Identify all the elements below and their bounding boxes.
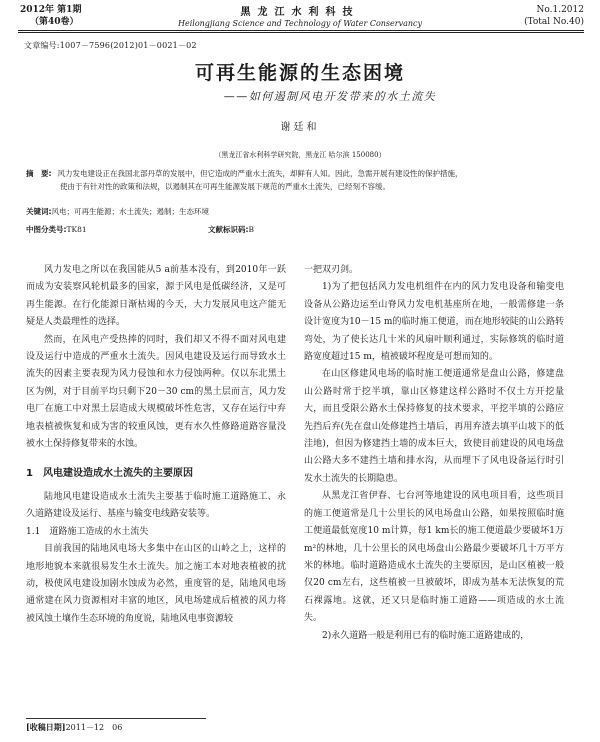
keywords bbox=[26, 206, 209, 217]
journal-name-en: Heilongjiang Science and Technology of Water Conservancy bbox=[177, 19, 423, 28]
header-issue bbox=[20, 4, 92, 28]
paragraph: 2)永久道路一般是利用已有的临时施工道路建成的， bbox=[322, 630, 530, 641]
section-heading: 1 风电建设造成水土流失的主要原因 bbox=[26, 468, 193, 480]
classification-text: TK81 bbox=[66, 225, 87, 234]
document-code bbox=[208, 224, 254, 235]
keywords-text: 风电；可再生能源；水土流失；遏制；生态环境 bbox=[51, 207, 209, 216]
received-date-label: [收稿日期] bbox=[26, 722, 66, 732]
doc-code-label: 文献标识码: bbox=[208, 225, 249, 234]
header-total-issue: （第40卷） bbox=[30, 17, 79, 27]
header-rule bbox=[18, 30, 584, 31]
keywords-label: 关键词: bbox=[26, 207, 52, 216]
paragraph: 目前我国的陆地风电场大多集中在山区的山岭之上，这样的地形地貌本来就很易发生水土流失。加之施工本对地表植被的扰动，极使风电建设加剧水蚀成为必然，重度管的是，陆地风电场通常建在风力资源相对丰富的地区，风电场建成后植被的风力将被风蚀土壤作生态环境的角度说，陆地风电事资源较 bbox=[26, 544, 286, 624]
paragraph: 一把双刃剑。 bbox=[304, 265, 359, 275]
header-no: No.1.2012 bbox=[536, 5, 584, 15]
author: 谢廷和 bbox=[280, 122, 320, 133]
footnote-rule bbox=[26, 718, 206, 719]
article-title: 可再生能源的生态困境 bbox=[194, 62, 405, 84]
journal-name-cn: 黑龙江水利科技 bbox=[240, 7, 360, 18]
article-number: 文章编号:1007－7596(2012)01－0021－02 bbox=[24, 41, 197, 50]
paragraph: 陆地风电建设造成水土流失主要基于临时施工道路施工、永久道路建设及运行、基座与输变电线路安装等。 bbox=[26, 491, 286, 520]
header-year-issue: 2012年 第1期 bbox=[20, 5, 82, 15]
header-total: (Total No.40) bbox=[524, 17, 584, 27]
classification-number bbox=[26, 224, 87, 235]
header-rule-thin bbox=[18, 32, 584, 33]
header-number bbox=[494, 4, 584, 28]
received-date-value: 2011－12 06 bbox=[65, 723, 123, 732]
abstract-label: 摘 要: bbox=[26, 169, 52, 178]
received-date bbox=[26, 722, 122, 733]
doc-code-text: B bbox=[248, 225, 255, 234]
abstract bbox=[26, 167, 572, 193]
paragraph: 从黑龙江省伊春、七台河等地建设的风电项目看，这些项目的施工便道常是几十公里长的风电场盘山公路，如果按照临时施工便道最低宽度10 m计算，每1 km长的施工便道最少要破坏1万m²的林地，几十公里长的风电场盘山公路最少要破坏几十万平方米的林地。临时道路造成水土流失的主要原因，是山区植被一般仅20 cm左右，这些植被一旦被破坏，即成为基本无法恢复的荒石裸露地。这就，还又只是临时施工道路——项造成的水土流失。 bbox=[304, 491, 564, 624]
body-column-right bbox=[304, 262, 564, 645]
paragraph: 1)为了把包括风力发电机组件在内的风力发电设备和输变电设备从公路边运至山脊风力发电机基座所在地，一般需修建一条设计宽度为10－15 m的临时施工便道，而在地形较陡的山公路转弯处，为了使长达几十米的风扇叶顺利通过，实际修筑的临时道路宽度超过15 m，植被破坏程度是可想而知的。 bbox=[304, 282, 564, 363]
paragraph: 然而，在风电产受热捧的同时，我们却又不得不面对风电建设及运行中造成的严重水土流失。因风电建设及运行而导致水土流失的因素主要表现为风力侵蚀和水力侵蚀两种。仅以东北黑土区为例，对于目前平均只剩下20－30 cm的黑土层而言，风力发电厂在施工中对黑土层造成大规模破坏性危害，又存在运行中弃地表植被恢复和成为害的较重风蚀，更有水久性修路道路容量没被水土保持修复带来的水蚀。 bbox=[26, 334, 286, 450]
abstract-line-1: 风力发电建设正在我国北部丹草的发展中，但它造成的严重水土流失，却鲜有人知。因此，急需开展有建设性的保护措施， bbox=[57, 169, 463, 178]
affiliation: （黑龙江省水利科学研究院，黑龙江 哈尔滨 150080） bbox=[214, 151, 386, 159]
classification-label: 中图分类号: bbox=[26, 225, 67, 234]
body-column-left bbox=[26, 262, 286, 628]
subsection-heading: 1.1 道路施工造成的水土流失 bbox=[26, 526, 149, 537]
article-subtitle: ——如何遏制风电开发带来的水土流失 bbox=[223, 90, 437, 103]
header-journal bbox=[150, 3, 450, 29]
paragraph: 在山区修建风电场的临时施工便道通常是盘山公路，修建盘山公路时常于挖半填，靠山区修建这样公路时不仅土方开挖量大，而且受限公路水土保持修复的技术要求，平挖半填的公路应先挡后弃(先在盘山处修建挡土墙后，再用弃渣去填平山坡下的低洼地)，但因为修建挡土墙的成本巨大，致使目前建设的风电场盘山公路大多不建挡土墙和排水沟，从而埋下了风电设备运行时引发水土流失的长期隐患。 bbox=[304, 369, 564, 484]
abstract-line-2: 使由于有针对性的政策和法规，以遏制其在可再生能源发展下规范的严重水土流失，已经刻不容缓。 bbox=[60, 182, 390, 191]
paragraph: 风力发电之所以在我国能从5 a前基本没有，到2010年一跃而成为安装察风轮机最多的国家，源于风电是低碳经济，又是可再生能源。在行化能源日渐枯竭的今天，大力发展风电这产能无疑是人类最理性的选择。 bbox=[26, 265, 286, 328]
